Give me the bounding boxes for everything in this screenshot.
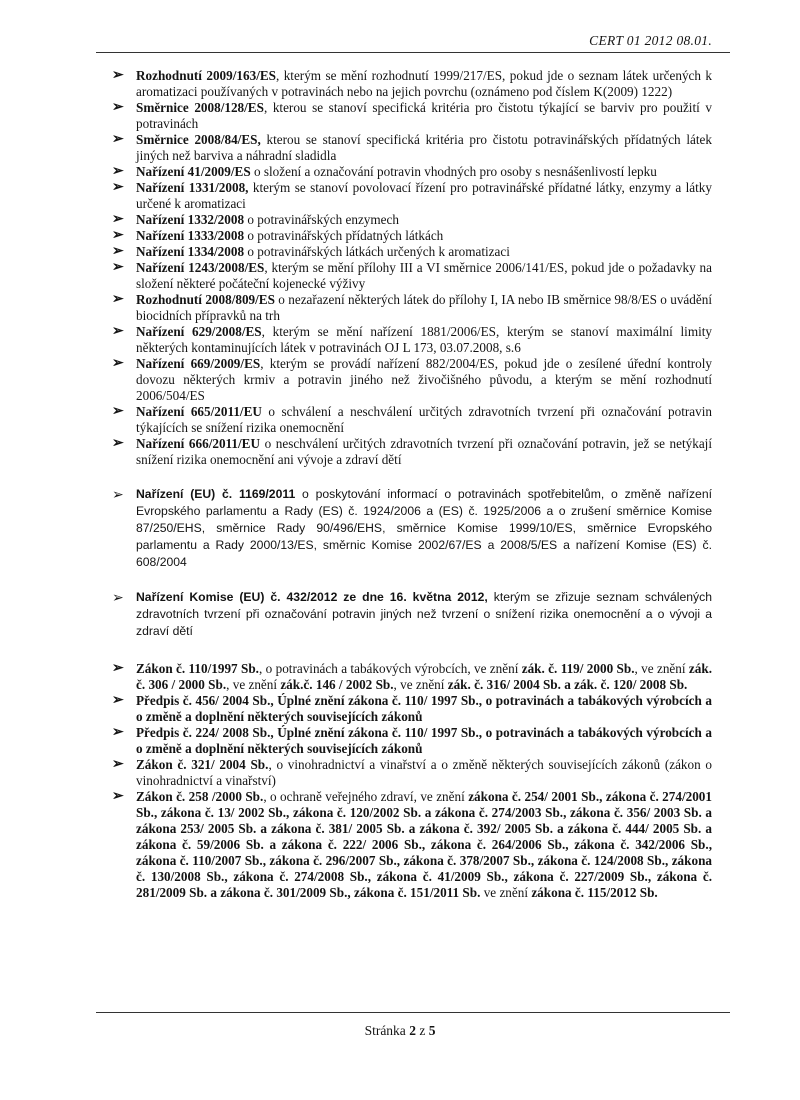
list-item: ➢ Rozhodnutí 2008/809/ES o nezařazení některých látek do přílohy I, IA nebo IB směrnice 98/8/ES o uvádění biocidních přípravků na trh xyxy=(112,292,712,323)
arrow-bullet-icon: ➢ xyxy=(112,486,124,502)
list-item: ➢ Nařízení 1334/2008 o potravinářských látkách určených k aromatizaci xyxy=(112,244,510,259)
arrow-bullet-icon: ➢ xyxy=(112,180,124,195)
list-item: ➢ Směrnice 2008/128/ES, kterou se stanoví specifická kritéria pro čistotu týkající se barviv pro použití v potravinách xyxy=(112,100,712,131)
header-rule xyxy=(96,52,730,53)
list-item: ➢ Nařízení 41/2009/ES o složení a označování potravin vhodných pro osoby s nesnášenlivostí lepku xyxy=(112,164,657,179)
list-item: ➢ Směrnice 2008/84/ES, kterou se stanoví specifická kritéria pro čistotu potravinářských přídatných látek jiných než barviva a náhradní sladidla xyxy=(112,132,712,163)
list-item-predpis-224: ➢ Předpis č. 224/ 2008 Sb., Úplné znění zákona č. 110/ 1997 Sb., o potravinách a tabákových výrobcích a o změně a doplnění některých souvisejících zákonů xyxy=(112,725,712,756)
list-item: ➢ Rozhodnutí 2009/163/ES, kterým se mění rozhodnutí 1999/217/ES, pokud jde o seznam látek určených k aromatizaci používaných v potravinách nebo na jejich povrchu (oznámeno pod číslem K(2009) 1222) xyxy=(112,68,712,99)
footer-rule xyxy=(96,1012,730,1013)
arrow-bullet-icon: ➢ xyxy=(112,324,124,339)
list-item-zakon-110: ➢ Zákon č. 110/1997 Sb., o potravinách a tabákových výrobcích, ve znění zák. č. 119/ 2000 Sb., ve znění zák. č. 306 / 2000 Sb., ve znění zák.č. 146 / 2002 Sb., ve znění zák. č. 316/ 2004 Sb. a zák. č. 120/ 2008 Sb. xyxy=(112,661,712,692)
arrow-bullet-icon: ➢ xyxy=(112,212,124,227)
arrow-bullet-icon: ➢ xyxy=(112,228,124,243)
arrow-bullet-icon: ➢ xyxy=(112,260,124,275)
arrow-bullet-icon: ➢ xyxy=(112,693,124,708)
list-item: ➢ Nařízení 1333/2008 o potravinářských přídatných látkách xyxy=(112,228,444,243)
arrow-bullet-icon: ➢ xyxy=(112,292,124,307)
document-reference: CERT 01 2012 08.01. xyxy=(589,33,712,48)
list-item: ➢ Nařízení 1243/2008/ES, kterým se mění přílohy III a VI směrnice 2006/141/ES, pokud jde o požadavky na složení některé počáteční kojenecké výživy xyxy=(112,260,712,291)
arrow-bullet-icon: ➢ xyxy=(112,68,124,83)
arrow-bullet-icon: ➢ xyxy=(112,132,124,147)
list-item: ➢ Nařízení 666/2011/EU o neschválení určitých zdravotních tvrzení při označování potravin, jež se netýkají snížení rizika onemocnění ani vývoje a zdraví dětí xyxy=(112,436,713,467)
arrow-bullet-icon: ➢ xyxy=(112,404,124,419)
list-item: ➢ Nařízení 1332/2008 o potravinářských enzymech xyxy=(112,212,399,227)
list-item: ➢ Nařízení 629/2008/ES, kterým se mění nařízení 1881/2006/ES, kterým se stanoví maximální limity některých kontaminujících látek v potravinách OJ L 173, 03.07.2008, s.6 xyxy=(112,324,712,355)
arrow-bullet-icon: ➢ xyxy=(112,661,124,676)
list-item-zakon-258: ➢ Zákon č. 258 /2000 Sb., o ochraně veřejného zdraví, ve znění zákona č. 254/ 2001 Sb., zákona č. 274/2001 Sb., zákona č. 13/ 2002 Sb., zákona č. 120/2002 Sb. a zákona č. 274/2003 Sb., zákona č. 356/ 2003 Sb. a zákona 253/ 2005 Sb. a zákona č. 381/ 2005 Sb. a zákona č. 392/ 2005 Sb. a zákona č. 444/ 2005 Sb. a zákona č. 59/2006 Sb. a zákona č. 222/ 2006 Sb., zákona č. 264/2006 Sb., zákona č. 342/2006 Sb., zákona č. 110/2007 Sb., zákona č. 296/2007 Sb., zákona č. 378/2007 Sb., zákona č. 124/2008 Sb., zákona č. 130/2008 Sb., zákona č. 274/2008 Sb., zákona č. 41/2009 Sb., zákona č. 227/2009 Sb., zákona č. 281/2009 Sb. a zákona č. 301/2009 Sb., zákona č. 151/2011 Sb. ve znění zákona č. 115/2012 Sb. xyxy=(112,789,712,900)
arrow-bullet-icon: ➢ xyxy=(112,757,124,772)
list-item: ➢ Nařízení 665/2011/EU o schválení a neschválení určitých zdravotních tvrzení při označování potravin týkajících se snížení rizika onemocnění xyxy=(112,404,712,435)
arrow-bullet-icon: ➢ xyxy=(112,164,124,179)
regulation-list xyxy=(112,68,712,901)
list-item-eu-432: ➢ Nařízení Komise (EU) č. 432/2012 ze dne 16. května 2012, kterým se zřizuje seznam schválených zdravotních tvrzení při označování potravin jiných než tvrzení o snížení rizika onemocnění a o vývoji a zdraví dětí xyxy=(112,589,712,638)
page-number: Stránka 2 z 5 xyxy=(364,1023,436,1038)
arrow-bullet-icon: ➢ xyxy=(112,789,124,804)
list-item: ➢ Nařízení 1331/2008, kterým se stanoví povolovací řízení pro potravinářské přídatné látky, enzymy a látky určené k aromatizaci xyxy=(112,180,712,211)
list-item-predpis-456: ➢ Předpis č. 456/ 2004 Sb., Úplné znění zákona č. 110/ 1997 Sb., o potravinách a tabákových výrobcích a o změně a doplnění některých souvisejících zákonů xyxy=(112,693,712,724)
arrow-bullet-icon: ➢ xyxy=(112,100,124,115)
arrow-bullet-icon: ➢ xyxy=(112,244,124,259)
arrow-bullet-icon: ➢ xyxy=(112,356,124,371)
arrow-bullet-icon: ➢ xyxy=(112,725,124,740)
arrow-bullet-icon: ➢ xyxy=(112,436,124,451)
list-item-eu-1169: ➢ Nařízení (EU) č. 1169/2011 o poskytování informací o potravinách spotřebitelům, o změně nařízení Evropského parlamentu a Rady (ES) č. 1924/2006 a (ES) č. 1925/2006 a o zrušení směrnice Komise 87/250/EHS, směrnice Rady 90/496/EHS, směrnice Komise 1999/10/ES, směrnice Evropského parlamentu a Rady 2000/13/ES, směrnic Komise 2002/67/ES a 2008/5/ES a nařízení Komise (ES) č. 608/2004 xyxy=(112,486,712,569)
arrow-bullet-icon: ➢ xyxy=(112,589,124,605)
list-item-zakon-321: ➢ Zákon č. 321/ 2004 Sb., o vinohradnictví a vinařství a o změně některých souvisejících zákonů (zákon o vinohradnictví a vinařství) xyxy=(112,757,713,788)
list-item: ➢ Nařízení 669/2009/ES, kterým se provádí nařízení 882/2004/ES, pokud jde o zesílené úřední kontroly dovozu některých krmiv a potravin jiného než živočišného původu, a kterým se mění rozhodnutí 2006/504/ES xyxy=(112,356,712,403)
